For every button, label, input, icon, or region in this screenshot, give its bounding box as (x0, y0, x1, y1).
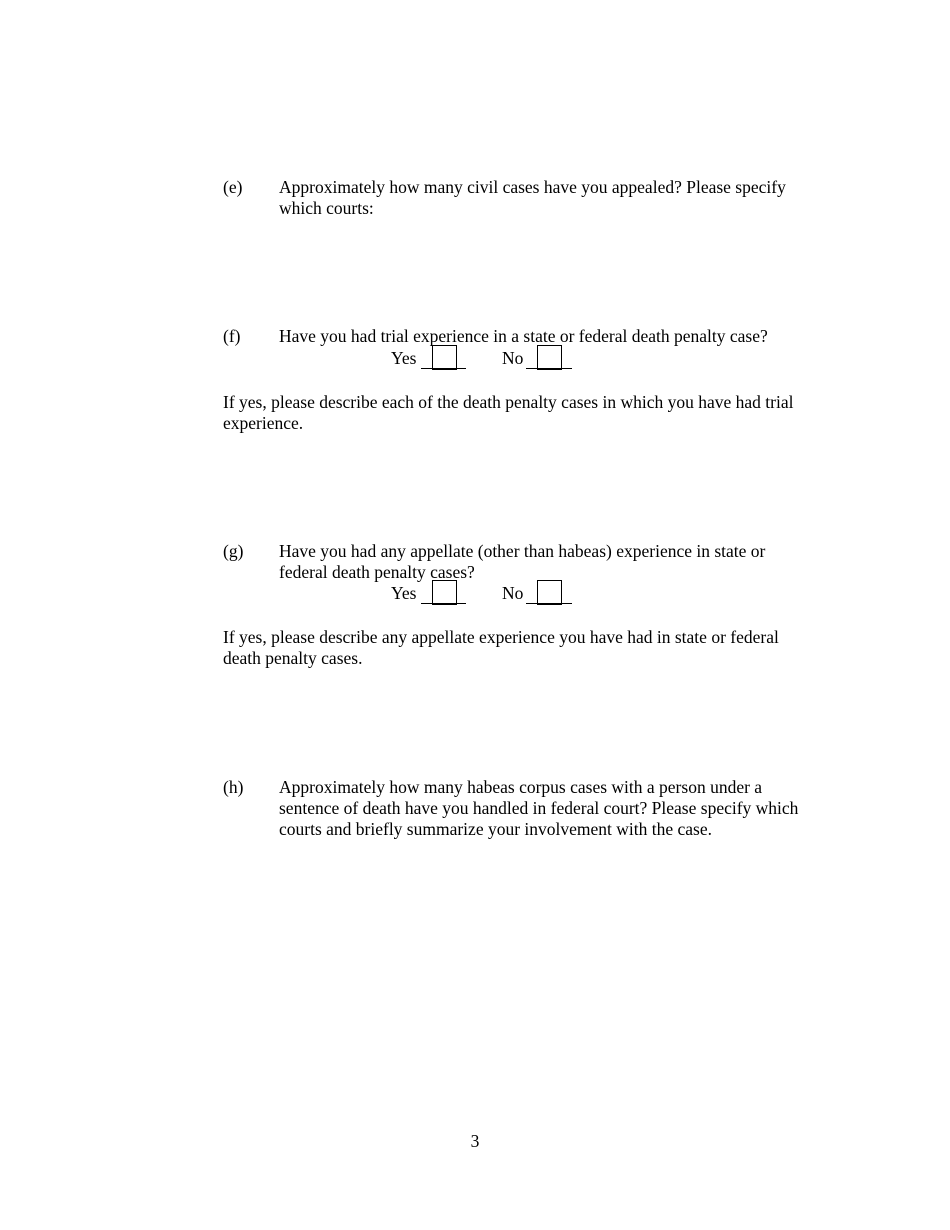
question-g-followup-line-1: If yes, please describe any appellate experience you have had in state or federal (223, 627, 779, 647)
question-f-followup-line-1: If yes, please describe each of the death penalty cases in which you have had trial (223, 392, 794, 412)
question-f-label: (f) (223, 326, 241, 346)
question-f-no-checkbox[interactable] (537, 345, 562, 370)
question-f-followup-line-2: experience. (223, 413, 304, 433)
question-g-yes-label: Yes (391, 583, 417, 603)
page-number: 3 (470, 1131, 480, 1151)
question-h-text-line-1: Approximately how many habeas corpus cases with a person under a (279, 777, 763, 797)
question-e-text-line-2: which courts: (279, 198, 374, 218)
question-g-no-checkbox[interactable] (537, 580, 562, 605)
question-g-label: (g) (223, 541, 244, 561)
question-e-label: (e) (223, 177, 243, 197)
question-f-yes-checkbox[interactable] (432, 345, 457, 370)
question-e-text-line-1: Approximately how many civil cases have you appealed? Please specify (279, 177, 786, 197)
question-h-text-line-3: courts and briefly summarize your involvement with the case. (279, 819, 712, 839)
question-f-text-line-1: Have you had trial experience in a state or federal death penalty case? (279, 326, 768, 346)
question-g-no-label: No (502, 583, 524, 603)
question-h-text-line-2: sentence of death have you handled in federal court? Please specify which (279, 798, 799, 818)
question-g-text-line-1: Have you had any appellate (other than habeas) experience in state or (279, 541, 766, 561)
question-g-text-line-2: federal death penalty cases? (279, 562, 475, 582)
question-f-no-label: No (502, 348, 524, 368)
question-g-yes-checkbox[interactable] (432, 580, 457, 605)
question-f-yes-label: Yes (391, 348, 417, 368)
question-h-label: (h) (223, 777, 244, 797)
question-g-followup-line-2: death penalty cases. (223, 648, 363, 668)
